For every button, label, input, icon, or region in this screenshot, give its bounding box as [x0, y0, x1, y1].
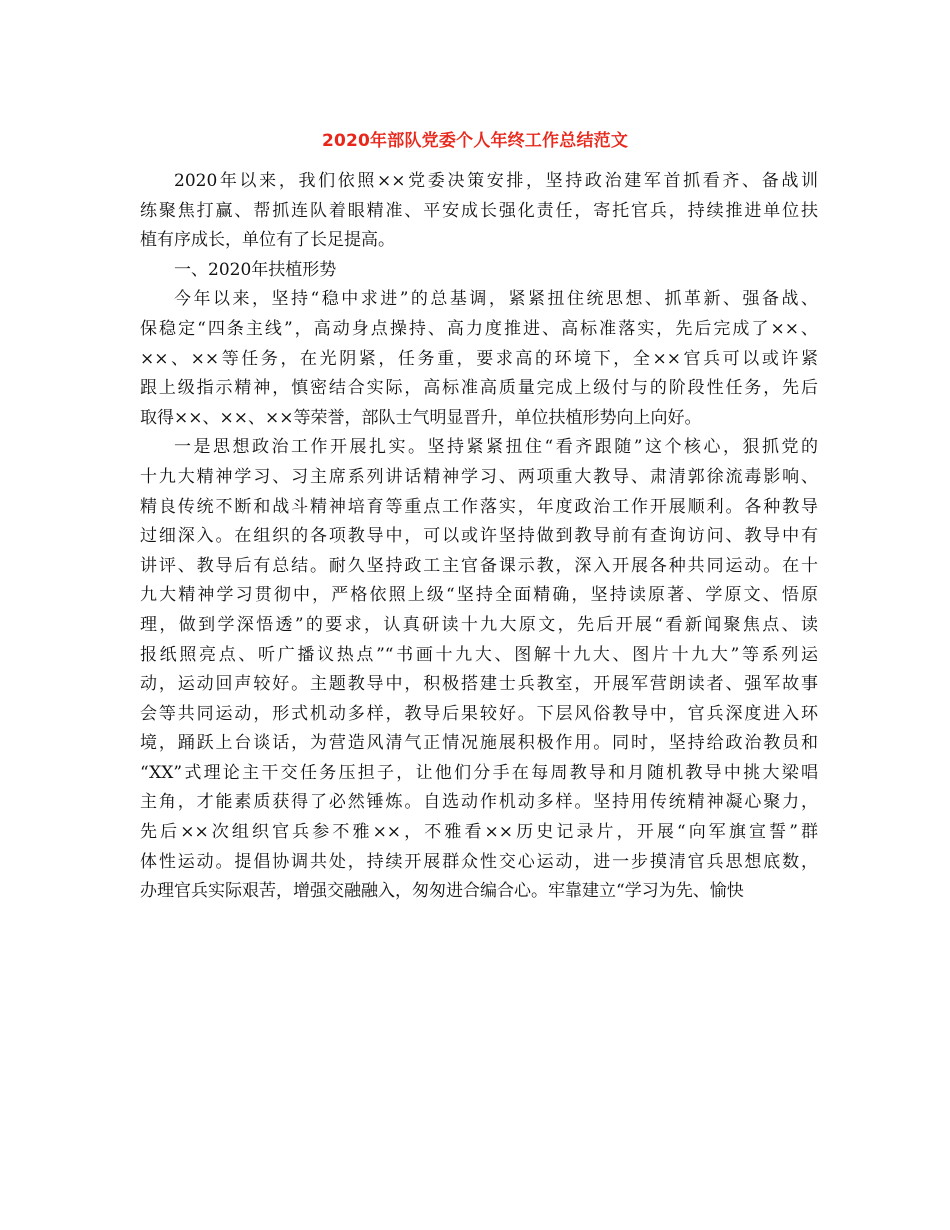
document-title: 2020年部队党委个人年终工作总结范文 — [321, 131, 629, 151]
paragraph-line: 主角，才能素质获得了必然锤炼。自选动作机动多样。坚持用传统精神凝心聚力， — [140, 792, 818, 813]
paragraph-line: 报纸照亮点、听广播议热点”“书画十九大、图解十九大、图片十九大”等系列运 — [140, 644, 818, 665]
paragraph — [140, 433, 818, 907]
paragraph-line: 一是思想政治工作开展扎实。坚持紧紧扭住“看齐跟随”这个核心，狠抓党的 — [174, 437, 818, 458]
paragraph-line: 跟上级指示精神，慎密结合实际，高标准高质量完成上级付与的阶段性任务，先后 — [140, 378, 818, 399]
paragraph — [140, 285, 818, 433]
paragraph-line: 境，踊跃上台谈话，为营造风清气正情况施展积极作用。同时，坚持给政治教员和 — [140, 733, 818, 754]
paragraph-line: 2020年以来，我们依照××党委决策安排，坚持政治建军首抓看齐、备战训 — [174, 171, 818, 191]
paragraph — [140, 167, 818, 256]
paragraph-line: 今年以来，坚持“稳中求进”的总基调，紧紧扭住统思想、抓革新、强备战、 — [174, 289, 818, 310]
paragraph-line: 九大精神学习贯彻中，严格依照上级“坚持全面精确，坚持读原著、学原文、悟原 — [140, 585, 818, 606]
paragraph — [140, 256, 818, 286]
paragraph-line: 取得××、××、××等荣誉，部队士气明显晋升，单位扶植形势向上向好。 — [140, 407, 702, 428]
paragraph-line: 会等共同运动，形式机动多样，教导后果较好。下层风俗教导中，官兵深度进入环 — [140, 703, 818, 724]
paragraph-line: 精良传统不断和战斗精神培育等重点工作落实，年度政治工作开展顺利。各种教导 — [140, 496, 818, 517]
paragraph-line: “XX”式理论主干交任务压担子，让他们分手在每周教导和月随机教导中挑大梁唱 — [140, 762, 818, 783]
paragraph-line: 理，做到学深悟透”的要求，认真研读十九大原文，先后开展“看新闻聚焦点、读 — [140, 614, 818, 635]
paragraph-line: 讲评、教导后有总结。耐久坚持政工主官备课示教，深入开展各种共同运动。在十 — [140, 555, 818, 576]
paragraph-line: 体性运动。提倡协调共处，持续开展群众性交心运动，进一步摸清官兵思想底数， — [140, 851, 818, 872]
paragraph-line: ××、××等任务，在光阴紧，任务重，要求高的环境下，全××官兵可以或许紧 — [140, 348, 818, 369]
paragraph-line: 一、2020年扶植形势 — [174, 259, 337, 280]
paragraph-line: 植有序成长，单位有了长足提高。 — [140, 230, 395, 251]
paragraph-line: 先后××次组织官兵参不雅××，不雅看××历史记录片，开展“向军旗宣誓”群 — [140, 822, 818, 843]
paragraph-line: 保稳定“四条主线”，高动身点操持、高力度推进、高标准落实，先后完成了××、 — [140, 318, 818, 339]
document-body — [140, 167, 818, 907]
paragraph-line: 十九大精神学习、习主席系列讲话精神学习、两项重大教导、肃清郭徐流毒影响、 — [140, 466, 818, 487]
paragraph-line: 动，运动回声较好。主题教导中，积极搭建士兵教室，开展军营朗读者、强军故事 — [140, 674, 818, 695]
paragraph-line: 办理官兵实际艰苦，增强交融融入，匆匆进合编合心。牢靠建立“学习为先、愉快 — [140, 881, 744, 902]
paragraph-line: 练聚焦打赢、帮抓连队着眼精准、平安成长强化责任，寄托官兵，持续推进单位扶 — [140, 200, 818, 221]
paragraph-line: 过细深入。在组织的各项教导中，可以或许坚持做到教导前有查询访问、教导中有 — [140, 526, 818, 547]
